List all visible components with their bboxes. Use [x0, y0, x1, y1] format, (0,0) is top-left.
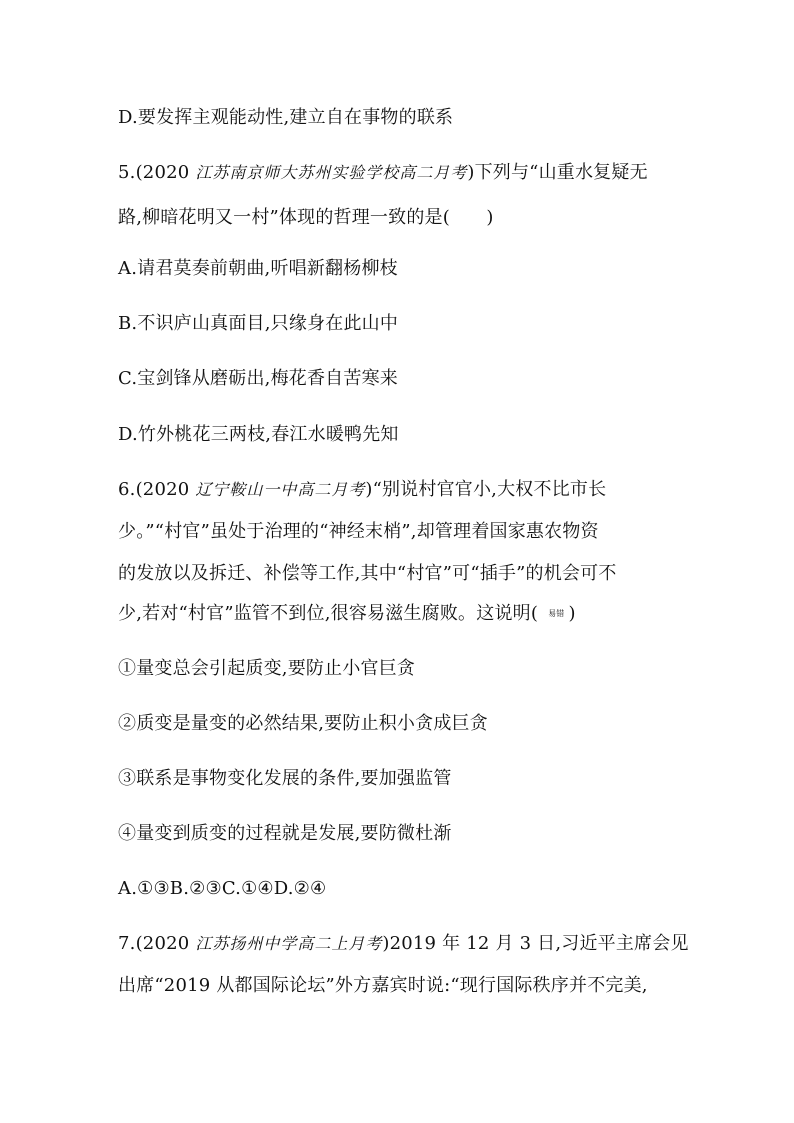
- q4-option-d: D.要发挥主观能动性,建立自在事物的联系: [118, 107, 454, 128]
- q6-number: 6.(2020: [118, 479, 196, 500]
- q6-options: A.①③B.②③C.①④D.②④: [118, 878, 327, 899]
- q5-option-c: C.宝剑锋从磨砺出,梅花香自苦寒来: [118, 368, 398, 389]
- q6-stem-line-2: 少。”“村官”虽处于治理的“神经末梢”,却管理着国家惠农物资: [118, 521, 599, 542]
- q6-source: 辽宁鞍山一中高二月考: [195, 480, 366, 499]
- q7-stem-line-1: [118, 933, 689, 955]
- q6-stem-text: )“别说村官官小,大权不比市长: [365, 479, 607, 500]
- q5-stem-line-1: [118, 162, 648, 184]
- q6-statement-1: ①量变总会引起质变,要防止小官巨贪: [118, 658, 416, 679]
- q5-number: 5.(2020: [118, 162, 196, 183]
- q7-stem-line-2: 出席“2019 从都国际论坛”外方嘉宾时说:“现行国际秩序并不完美,: [118, 975, 648, 996]
- q5-source: 江苏南京师大苏州实验学校高二月考: [195, 163, 468, 182]
- error-prone-tag: 易错: [548, 609, 565, 618]
- q5-option-b: B.不识庐山真面目,只缘身在此山中: [118, 313, 399, 334]
- q7-source: 江苏扬州中学高二上月考: [195, 934, 383, 953]
- q5-option-a: A.请君莫奏前朝曲,听唱新翻杨柳枝: [118, 258, 398, 279]
- q6-statement-2: ②质变是量变的必然结果,要防止积小贪成巨贪: [118, 713, 488, 734]
- q6-stem-text-4: 少,若对“村官”监管不到位,很容易滋生腐败。这说明(: [118, 603, 539, 624]
- q6-statement-3: ③联系是事物变化发展的条件,要加强监管: [118, 768, 452, 789]
- q5-stem-text: )下列与“山重水复疑无: [467, 162, 648, 183]
- q5-option-d: D.竹外桃花三两枝,春江水暖鸭先知: [118, 424, 399, 445]
- q6-paren-close: ): [568, 603, 576, 624]
- q6-statement-4: ④量变到质变的过程就是发展,要防微杜渐: [118, 823, 452, 844]
- q7-stem-text: )2019 年 12 月 3 日,习近平主席会见: [382, 933, 689, 954]
- q6-stem-line-3: 的发放以及拆迁、补偿等工作,其中“村官”可“插手”的机会可不: [118, 563, 617, 584]
- q7-number: 7.(2020: [118, 933, 196, 954]
- q6-stem-line-4: [118, 603, 576, 625]
- q6-stem-line-1: [118, 479, 606, 501]
- q5-stem-line-2: 路,柳暗花明又一村”体现的哲理一致的是( ): [118, 207, 494, 228]
